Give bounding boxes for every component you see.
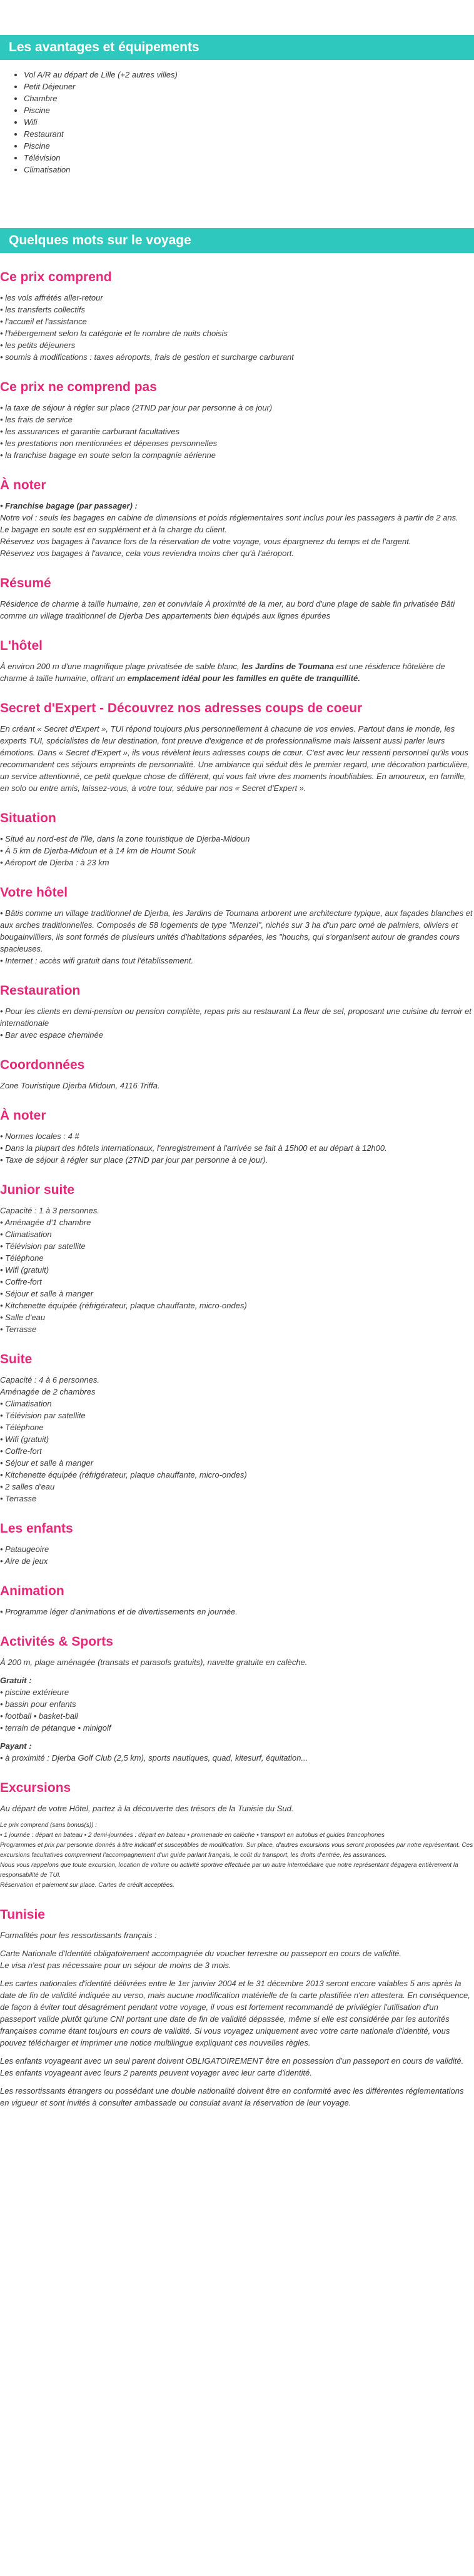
capacity-text: Capacité : 1 à 3 personnes. — [0, 1206, 99, 1215]
hotel-text — [0, 660, 474, 684]
list-item: • Bar avec espace cheminée — [0, 1030, 103, 1040]
secret-expert-heading: Secret d'Expert - Découvrez nos adresses coups de coeur — [0, 701, 363, 715]
address-heading: Coordonnées — [0, 1058, 85, 1072]
suite-body — [0, 1374, 474, 1504]
price-includes-list — [0, 292, 474, 363]
list-item: • Aire de jeux — [0, 1556, 48, 1566]
hotel-name: les Jardins de Toumana — [241, 662, 334, 671]
formalities-text: Formalités pour les ressortissants français : — [0, 1931, 157, 1940]
tunisia-body — [0, 1929, 474, 2109]
list-item: • Dans la plupart des hôtels internationaux, l'enregistrement à l'arrivée se fait à 15h00 et au départ à 12h00. — [0, 1143, 387, 1153]
list-item: • Piscine — [24, 140, 474, 152]
internet-text: • Internet : accès wifi gratuit dans tout l'établissement. — [0, 956, 194, 965]
list-item: • Chambre — [24, 92, 474, 104]
children-list — [0, 1543, 474, 1567]
list-item: • Climatisation — [0, 1399, 52, 1408]
list-item: • Restaurant — [24, 128, 474, 140]
list-item: • les transferts collectifs — [0, 305, 86, 314]
hotel-highlight: emplacement idéal pour les familles en quête de tranquillité. — [127, 674, 360, 683]
foreign-nationals-text: Les ressortissants étrangers ou possédant une double nationalité doivent être en conformité avec les différentes réglementations en vigueur et sont invités à consulter ambassade ou consulat avant la réservation de leur voyage. — [0, 2086, 464, 2107]
list-item: • la taxe de séjour à régler sur place (2TND par jour par personne à ce jour) — [0, 403, 273, 412]
price-includes-heading: Ce prix comprend — [0, 270, 112, 284]
paid-label — [0, 1740, 474, 1752]
note-heading-2: À noter — [0, 1108, 46, 1123]
list-item: • Salle d'eau — [0, 1313, 46, 1322]
fine-print: • 1 journée : départ en bateau • 2 demi-journées : départ en bateau • promenade en calèche • transport en autobus et guides francophones — [0, 1832, 385, 1839]
list-item: • Petit Déjeuner — [24, 81, 474, 92]
list-item: • Situé au nord-est de l'île, dans la zone touristique de Djerba-Midoun — [0, 834, 250, 843]
entertainment-list — [0, 1606, 474, 1618]
list-item: • Vol A/R au départ de Lille (+2 autres villes) — [24, 69, 474, 81]
trip-heading: Quelques mots sur le voyage — [0, 228, 474, 253]
baggage-title — [0, 500, 474, 512]
list-item: • Wifi — [24, 116, 474, 128]
excursions-text: Au départ de votre Hôtel, partez à la découverte des trésors de la Tunisie du Sud. — [0, 1804, 294, 1813]
fine-print: Le prix comprend (sans bonus(s)) : — [0, 1822, 98, 1829]
list-item: • l'accueil et l'assistance — [0, 317, 87, 326]
advantages-list — [24, 69, 474, 176]
list-item: • Coffre-fort — [0, 1446, 42, 1456]
junior-suite-heading: Junior suite — [0, 1183, 75, 1197]
list-item: • Kitchenette équipée (réfrigérateur, plaque chauffante, micro-ondes) — [0, 1470, 247, 1479]
list-item: • Télévision par satellite — [0, 1241, 86, 1251]
list-item: • Pour les clients en demi-pension ou pension complète, repas pris au restaurant La fleur de sel, proposant une cuisine du terroir et internationale — [0, 1007, 471, 1028]
list-item: • football • basket-ball — [0, 1711, 78, 1721]
list-item: • piscine extérieure — [0, 1688, 69, 1697]
list-item: • Coffre-fort — [0, 1277, 42, 1286]
suite-heading: Suite — [0, 1352, 33, 1366]
list-item: • Télévision par satellite — [0, 1411, 86, 1420]
activities-heading: Activités & Sports — [0, 1634, 113, 1649]
note-line: Réservez vos bagages à l'avance lors de la réservation de votre voyage, vous épargnerez du temps et de l'argent. — [0, 537, 411, 546]
list-item: • Wifi (gratuit) — [0, 1435, 49, 1444]
list-item: • Téléphone — [0, 1423, 44, 1432]
your-hotel-heading: Votre hôtel — [0, 885, 68, 900]
list-item: • Aménagée d'1 chambre — [0, 1218, 91, 1227]
free-label-text: Gratuit : — [0, 1676, 32, 1685]
price-excludes-heading: Ce prix ne comprend pas — [0, 380, 157, 394]
list-item: • les petits déjeuners — [0, 341, 76, 350]
fine-print: Programmes et prix par personne donnés à titre indicatif et susceptibles de modification. Sur place, d'autres excursions vous seront proposées par notre représentant. Ces excursions facultatives comprennent l'accompagnement d'un guide parlant français, le coût du transport, les droits d'entrée, les assurances. — [0, 1842, 473, 1859]
junior-suite-body — [0, 1205, 474, 1335]
list-item: • Aéroport de Djerba : à 23 km — [0, 858, 109, 867]
hotel-heading: L'hôtel — [0, 639, 43, 653]
list-item: • Normes locales : 4 # — [0, 1131, 79, 1141]
list-item: • bassin pour enfants — [0, 1699, 76, 1709]
summary-text: Résidence de charme à taille humaine, zen et conviviale À proximité de la mer, au bord d'une plage de sable fin privatisée Bâti comme un village traditionnel de Djerba Des appartements bien équipés aux lignes épurées — [0, 599, 455, 620]
advantages-heading: Les avantages et équipements — [0, 35, 474, 60]
id-validity-text: Les cartes nationales d'identité délivrées entre le 1er janvier 2004 et le 31 décembre 2013 seront encore valables 5 ans après la date de fin de validité indiquée au verso, mais aucune modification matérielle de la carte plastifiée n'en attestera. En conséquence, de façon à éviter tout désagrément pendant votre voyage, il vous est fortement recommandé de privilégier l'utilisation d'un passeport valide plutôt qu'une CNI portant une date de fin de validité dépassée, même si elle est considérée par les autorités françaises comme étant toujours en cours de validité. Si vous voyagez uniquement avec votre carte nationale d'identité, vous pouvez télécharger et imprimer une notice multilingue expliquant ces nouvelles règles. — [0, 1979, 470, 2047]
paid-label-text: Payant : — [0, 1741, 32, 1751]
location-heading: Situation — [0, 811, 56, 825]
location-list — [0, 833, 474, 868]
list-item: • les prestations non mentionnées et dépenses personnelles — [0, 439, 218, 448]
suite-intro: Aménagée de 2 chambres — [0, 1387, 96, 1396]
note-list — [0, 1130, 474, 1166]
id-card-text: Carte Nationale d'Identité obligatoirement accompagnée du voucher terrestre ou passeport en cours de validité. — [0, 1949, 402, 1958]
list-item: • 2 salles d'eau — [0, 1482, 55, 1491]
activities-body — [0, 1656, 474, 1764]
list-item: • Kitchenette équipée (réfrigérateur, plaque chauffante, micro-ondes) — [0, 1301, 247, 1310]
list-item: • les frais de service — [0, 415, 73, 424]
spacer — [0, 1734, 474, 1740]
fine-print: Nous vous rappelons que toute excursion, location de voiture ou activité sportive effectuée par un autre intermédiaire que notre représentant dégagera entièrement la responsabilité de TUI. — [0, 1862, 458, 1879]
address-text: Zone Touristique Djerba Midoun, 4116 Triffa. — [0, 1081, 160, 1090]
fine-print: Réservation et paiement sur place. Cartes de crédit acceptées. — [0, 1882, 175, 1889]
dining-heading: Restauration — [0, 983, 81, 998]
list-item: • à proximité : Djerba Golf Club (2,5 km), sports nautiques, quad, kitesurf, équitation... — [0, 1753, 308, 1763]
free-label — [0, 1674, 474, 1686]
note-line: Réservez vos bagages à l'avance, cela vous reviendra moins cher qu'à l'aéroport. — [0, 549, 294, 558]
hotel-text-a: À environ 200 m d'une magnifique plage privatisée de sable blanc, — [0, 662, 242, 671]
list-item: • l'hébergement selon la catégorie et le nombre de nuits choisis — [0, 329, 228, 338]
list-item: • Terrasse — [0, 1325, 37, 1334]
summary-heading: Résumé — [0, 576, 51, 590]
list-item: • Piscine — [24, 104, 474, 116]
dining-list — [0, 1005, 474, 1041]
hotel-text-c: est une résidence hôtelière de charme à taille humaine, offrant un — [0, 662, 445, 683]
price-excludes-list — [0, 402, 474, 461]
tunisia-heading: Tunisie — [0, 1907, 45, 1922]
capacity-text: Capacité : 4 à 6 personnes. — [0, 1375, 99, 1385]
list-item: • Télévision — [24, 152, 474, 164]
note-line: Notre vol : seuls les bagages en cabine de dimensions et poids réglementaires sont inclus pour les passagers à partir de 2 ans. — [0, 513, 458, 522]
excursions-body — [0, 1803, 474, 1891]
children-heading: Les enfants — [0, 1521, 73, 1536]
your-hotel-text: • Bâtis comme un village traditionnel de Djerba, les Jardins de Toumana arborent une architecture typique, aux façades blanches et aux arches traditionnelles. Composés de 58 logements de type "Menzel", nichés sur 3 ha d'un parc orné de palmiers, oliviers et bougainvilliers, ils sont formés de plusieurs unités d'habitations séparées, les "houchs, qui s'organisent autour de grandes cours spacieuses. — [0, 908, 473, 953]
list-item: • Wifi (gratuit) — [0, 1265, 49, 1275]
list-item: • Climatisation — [24, 164, 474, 176]
activities-intro: À 200 m, plage aménagée (transats et parasols gratuits), navette gratuite en calèche. — [0, 1658, 308, 1667]
list-item: • soumis à modifications : taxes aéroports, frais de gestion et surcharge carburant — [0, 352, 294, 362]
list-item: • À 5 km de Djerba-Midoun et à 14 km de Houmt Souk — [0, 846, 196, 855]
baggage-note — [0, 500, 474, 559]
list-item: • Climatisation — [0, 1230, 52, 1239]
list-item: • Séjour et salle à manger — [0, 1289, 94, 1298]
note-heading: À noter — [0, 478, 46, 492]
list-item: • Téléphone — [0, 1253, 44, 1263]
list-item: • Terrasse — [0, 1494, 37, 1503]
list-item: • Pataugeoire — [0, 1544, 49, 1554]
excursions-heading: Excursions — [0, 1781, 71, 1795]
list-item: • Séjour et salle à manger — [0, 1458, 94, 1468]
list-item: • les vols affrétés aller-retour — [0, 293, 103, 302]
secret-expert-text: En créant « Secret d'Expert », TUI répond toujours plus personnellement à chacune de vos envies. Partout dans le monde, les experts TUI, spécialistes de leur destination, font preuve d'exigence et de professionnalisme mais laissent aussi parler leurs émotions. Dans « Secret d'Expert », ils vous révèlent leurs adresses coups de cœur. C'est avec leur ressenti personnel qu'ils vous recommandent ces séjours empreints de personnalité. Une ambiance qui séduit dès le premier regard, une décoration particulière, un service attentionné, ce petit quelque chose de différent, qui vous fait vivre des moments inoubliables. En amoureux, en famille, en solo ou entre amis, laissez-vous, à votre tour, séduire par nos « Secret d'Expert ». — [0, 724, 470, 793]
note-line: Le bagage en soute est en supplément et à la charge du client. — [0, 525, 227, 534]
baggage-title-text: • Franchise bagage (par passager) : — [0, 501, 138, 510]
visa-text: Le visa n'est pas nécessaire pour un séjour de moins de 3 mois. — [0, 1961, 231, 1970]
list-item: • les assurances et garantie carburant facultatives — [0, 427, 180, 436]
list-item: • Programme léger d'animations et de divertissements en journée. — [0, 1607, 238, 1616]
entertainment-heading: Animation — [0, 1584, 64, 1598]
your-hotel-body — [0, 907, 474, 967]
list-item: • la franchise bagage en soute selon la compagnie aérienne — [0, 450, 216, 460]
children-travel-text: Les enfants voyageant avec un seul parent doivent OBLIGATOIREMENT être en possession d'un passeport en cours de validité. Les enfants voyageant avec leurs 2 parents peuvent voyager avec leur carte d'identité. — [0, 2056, 464, 2077]
list-item: • Taxe de séjour à régler sur place (2TND par jour par personne à ce jour). — [0, 1155, 268, 1165]
list-item: • terrain de pétanque • minigolf — [0, 1723, 111, 1733]
